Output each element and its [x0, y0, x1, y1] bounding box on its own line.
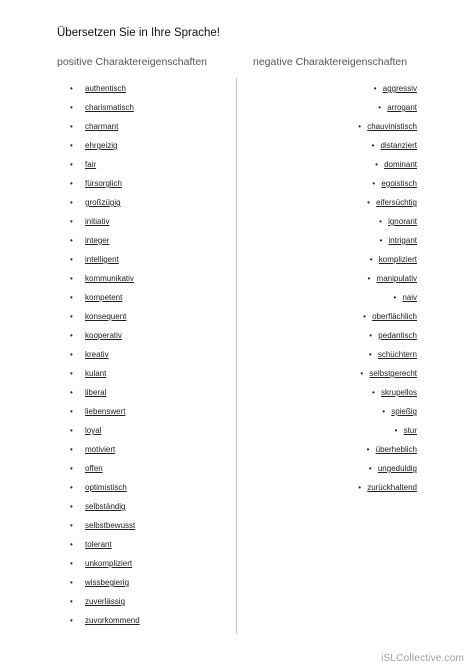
footer-watermark: iSLCollective.com — [381, 653, 464, 664]
bullet-icon: • — [70, 445, 73, 454]
bullet-icon: • — [70, 464, 73, 473]
positive-list-item — [70, 497, 140, 516]
positive-trait-word: kommunikativ — [85, 274, 134, 283]
bullet-icon: • — [70, 312, 73, 321]
bullet-icon: • — [368, 350, 372, 359]
positive-list-item — [70, 459, 140, 478]
positive-trait-word: fair — [85, 160, 97, 169]
bullet-icon: • — [358, 483, 361, 492]
positive-list-item — [70, 592, 140, 611]
bullet-icon: • — [70, 84, 73, 93]
positive-list-item — [70, 269, 140, 288]
positive-trait-word: liberal — [85, 388, 107, 397]
positive-trait-word: kreativ — [85, 350, 109, 359]
positive-trait-word: offen — [85, 464, 103, 473]
bullet-icon: • — [369, 331, 373, 340]
bullet-icon: • — [70, 293, 73, 302]
bullet-icon: • — [379, 217, 382, 226]
negative-list-item — [358, 402, 417, 421]
positive-list-item — [70, 288, 140, 307]
negative-trait-word: selbstgerecht — [369, 369, 417, 378]
negative-trait-word: eifersüchtig — [376, 198, 417, 207]
negative-list-item — [358, 79, 417, 98]
worksheet-title: Übersetzen Sie in Ihre Sprache! — [57, 27, 221, 39]
negative-trait-word: chauvinistisch — [367, 122, 417, 131]
negative-list-item — [358, 459, 417, 478]
positive-list-item — [70, 345, 140, 364]
bullet-icon: • — [375, 160, 378, 169]
negative-list-item — [358, 421, 417, 440]
bullet-icon: • — [70, 388, 73, 397]
negative-trait-word: egoistisch — [381, 179, 417, 188]
negative-trait-word: zurückhaltend — [367, 483, 417, 492]
negative-list-item — [358, 364, 417, 383]
bullet-icon: • — [371, 388, 375, 397]
bullet-icon: • — [70, 426, 73, 435]
negative-list-item — [358, 250, 417, 269]
negative-list-item — [358, 307, 417, 326]
bullet-icon: • — [70, 521, 73, 530]
bullet-icon: • — [368, 464, 372, 473]
negative-list-item — [358, 98, 417, 117]
positive-trait-word: integer — [85, 236, 110, 245]
positive-trait-word: charmant — [85, 122, 119, 131]
negative-trait-word: arrogant — [387, 103, 417, 112]
positive-list-item — [70, 136, 140, 155]
positive-column-heading: positive Charaktereigenschaften — [57, 56, 208, 68]
bullet-icon: • — [372, 179, 376, 188]
negative-list-item — [358, 383, 417, 402]
negative-trait-word: pedantisch — [378, 331, 417, 340]
bullet-icon: • — [70, 350, 73, 359]
bullet-icon: • — [371, 141, 375, 150]
positive-trait-word: konsequent — [85, 312, 127, 321]
negative-list-item — [358, 193, 417, 212]
positive-trait-word: intelligent — [85, 255, 119, 264]
negative-list-item — [358, 231, 417, 250]
positive-list-item — [70, 364, 140, 383]
positive-list-item — [70, 307, 140, 326]
bullet-icon: • — [70, 236, 73, 245]
bullet-icon: • — [369, 255, 373, 264]
positive-list-item — [70, 573, 140, 592]
positive-list-item — [70, 326, 140, 345]
positive-trait-word: fürsorglich — [85, 179, 122, 188]
bullet-icon: • — [70, 540, 73, 549]
positive-trait-word: loyal — [85, 426, 102, 435]
positive-trait-word: tolerant — [85, 540, 112, 549]
positive-trait-word: zuvorkommend — [85, 616, 140, 625]
bullet-icon: • — [70, 274, 73, 283]
bullet-icon: • — [367, 198, 370, 207]
positive-list-item — [70, 79, 140, 98]
negative-list-item — [358, 440, 417, 459]
positive-trait-word: zuverlässig — [85, 597, 126, 606]
positive-list-item — [70, 155, 140, 174]
positive-trait-word: authentisch — [85, 84, 126, 93]
bullet-icon: • — [394, 426, 398, 435]
negative-trait-word: dominant — [384, 160, 417, 169]
bullet-icon: • — [366, 445, 370, 454]
negative-trait-word: ungeduldig — [377, 464, 417, 473]
negative-trait-word: distanziert — [380, 141, 417, 150]
bullet-icon: • — [70, 103, 73, 112]
positive-list-item — [70, 383, 140, 402]
positive-trait-word: großzügig — [85, 198, 121, 207]
positive-trait-word: selbstbewusst — [85, 521, 136, 530]
positive-list-item — [70, 478, 140, 497]
positive-trait-word: unkompliziert — [85, 559, 133, 568]
negative-trait-word: aggressiv — [382, 84, 417, 93]
bullet-icon: • — [70, 578, 73, 587]
bullet-icon: • — [70, 559, 73, 568]
positive-list-item — [70, 231, 140, 250]
negative-list-item — [358, 136, 417, 155]
negative-trait-word: naiv — [402, 293, 417, 302]
negative-list-item — [358, 478, 417, 497]
positive-list-item — [70, 535, 140, 554]
column-divider — [236, 78, 237, 634]
negative-list-item — [358, 269, 417, 288]
positive-list-item — [70, 174, 140, 193]
bullet-icon: • — [70, 141, 73, 150]
positive-trait-word: kooperativ — [85, 331, 122, 340]
positive-list-item — [70, 117, 140, 136]
bullet-icon: • — [70, 255, 73, 264]
negative-trait-word: kompliziert — [378, 255, 417, 264]
positive-list-item — [70, 402, 140, 421]
bullet-icon: • — [70, 122, 73, 131]
bullet-icon: • — [70, 198, 73, 207]
negative-trait-word: überheblich — [375, 445, 417, 454]
negative-trait-word: stur — [403, 426, 417, 435]
bullet-icon: • — [70, 502, 73, 511]
negative-trait-word: ignorant — [388, 217, 417, 226]
positive-trait-word: motiviert — [85, 445, 116, 454]
positive-trait-word: liebenswert — [85, 407, 126, 416]
negative-list-item — [358, 117, 417, 136]
negative-list-item — [358, 326, 417, 345]
positive-trait-word: charismatisch — [85, 103, 134, 112]
positive-list-item — [70, 250, 140, 269]
negative-list-item — [358, 155, 417, 174]
positive-trait-word: selbständig — [85, 502, 126, 511]
bullet-icon: • — [379, 236, 383, 245]
negative-trait-word: intrigant — [388, 236, 417, 245]
positive-list-item — [70, 212, 140, 231]
positive-list-item — [70, 193, 140, 212]
bullet-icon: • — [382, 407, 386, 416]
positive-list-item — [70, 440, 140, 459]
bullet-icon: • — [378, 103, 382, 112]
positive-trait-word: ehrgeizig — [85, 141, 118, 150]
bullet-icon: • — [367, 274, 371, 283]
negative-trait-word: manipulativ — [376, 274, 417, 283]
negative-traits-list — [358, 79, 417, 497]
negative-list-item — [358, 174, 417, 193]
positive-list-item — [70, 516, 140, 535]
positive-trait-word: kulant — [85, 369, 107, 378]
bullet-icon: • — [363, 312, 366, 321]
bullet-icon: • — [373, 84, 377, 93]
negative-list-item — [358, 345, 417, 364]
negative-trait-word: schüchtern — [377, 350, 417, 359]
positive-trait-word: wissbegierig — [85, 578, 130, 587]
bullet-icon: • — [70, 407, 73, 416]
positive-trait-word: optimistisch — [85, 483, 127, 492]
positive-list-item — [70, 421, 140, 440]
positive-traits-list — [70, 79, 140, 630]
negative-trait-word: spießig — [391, 407, 417, 416]
negative-trait-word: oberflächlich — [372, 312, 417, 321]
negative-list-item — [358, 212, 417, 231]
positive-list-item — [70, 611, 140, 630]
bullet-icon: • — [70, 331, 73, 340]
negative-trait-word: skrupellos — [380, 388, 417, 397]
positive-list-item — [70, 554, 140, 573]
positive-list-item — [70, 98, 140, 117]
bullet-icon: • — [70, 483, 73, 492]
negative-column-heading: negative Charaktereigenschaften — [253, 56, 408, 68]
bullet-icon: • — [360, 369, 364, 378]
positive-trait-word: kompetent — [85, 293, 123, 302]
bullet-icon: • — [358, 122, 361, 131]
bullet-icon: • — [70, 160, 73, 169]
bullet-icon: • — [70, 369, 73, 378]
bullet-icon: • — [393, 293, 397, 302]
bullet-icon: • — [70, 597, 73, 606]
bullet-icon: • — [70, 217, 73, 226]
bullet-icon: • — [70, 616, 73, 625]
positive-trait-word: initiativ — [85, 217, 110, 226]
negative-list-item — [358, 288, 417, 307]
bullet-icon: • — [70, 179, 73, 188]
